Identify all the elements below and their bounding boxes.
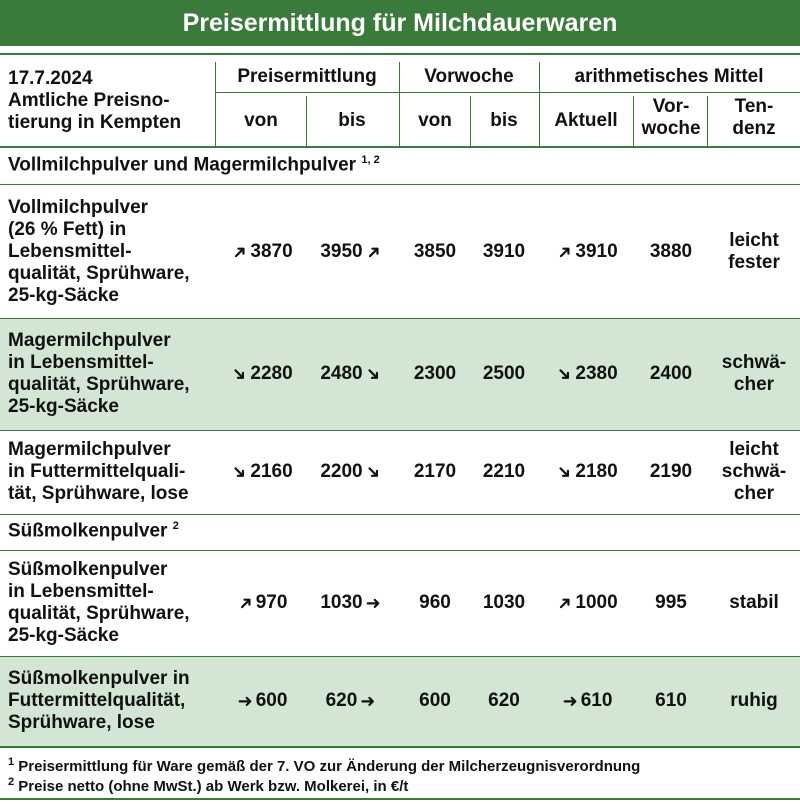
trend-down-arrow-icon: ➜ bbox=[552, 459, 578, 485]
row-description-line: (26 % Fett) in bbox=[8, 219, 127, 240]
row-description-line: qualität, Sprühware, bbox=[8, 263, 190, 284]
cell-vw_bis bbox=[470, 658, 538, 744]
cell-vw_von bbox=[400, 552, 470, 654]
rule-row bbox=[0, 656, 800, 657]
cell-value: 1030 bbox=[482, 592, 526, 613]
trend-flat-arrow-icon: ➜ bbox=[360, 691, 376, 711]
footnote-number: 1 bbox=[8, 756, 15, 768]
cell-aktuell bbox=[540, 188, 632, 316]
header-vorwoche-col-1: Vor- bbox=[652, 96, 690, 117]
row-description-line: 25-kg-Säcke bbox=[8, 396, 119, 417]
section-title-milk bbox=[8, 154, 380, 176]
page-title: Preisermittlung für Milchdauerwaren bbox=[0, 0, 800, 46]
rule-top bbox=[0, 53, 800, 55]
rule-group bbox=[216, 92, 800, 93]
cell-value: 3850 bbox=[413, 241, 457, 262]
cell-value: 2160 bbox=[250, 461, 293, 482]
tendenz-line: fester bbox=[728, 252, 780, 273]
trend-flat-arrow-icon: ➜ bbox=[237, 691, 253, 711]
section-title-text: Vollmilchpulver und Magermilchpulver bbox=[8, 154, 357, 176]
cell-value: 3910 bbox=[482, 241, 526, 262]
header-tendenz-1: Ten- bbox=[734, 96, 774, 117]
cell-tendenz bbox=[708, 432, 800, 512]
cell-value: 2190 bbox=[649, 461, 693, 482]
header-bis: bis bbox=[338, 110, 366, 131]
cell-vw_bis bbox=[470, 188, 538, 316]
cell-value: 2380 bbox=[575, 363, 618, 384]
cell-value: 2170 bbox=[413, 461, 457, 482]
header-von: von bbox=[244, 110, 278, 131]
cell-vw_von bbox=[400, 658, 470, 744]
cell-tendenz bbox=[708, 552, 800, 654]
divider bbox=[470, 96, 471, 146]
section-title-text: Süßmolkenpulver bbox=[8, 520, 168, 542]
row-description-line: 25-kg-Säcke bbox=[8, 285, 119, 306]
row-description bbox=[8, 668, 190, 734]
cell-von bbox=[216, 432, 306, 512]
tendenz-line: cher bbox=[733, 374, 775, 395]
row-description-line: Magermilchpulver bbox=[8, 330, 171, 351]
cell-vw_bis bbox=[470, 432, 538, 512]
section-footnote-ref: 1, 2 bbox=[361, 154, 380, 166]
cell-value: 1000 bbox=[575, 592, 618, 613]
row-description bbox=[8, 197, 190, 307]
cell-value: 970 bbox=[255, 592, 288, 613]
header-tendenz-2: denz bbox=[732, 118, 776, 139]
trend-up-arrow-icon: ➜ bbox=[360, 239, 386, 265]
footnote-text: Preise netto (ohne MwSt.) ab Werk bzw. Molkerei, in €/t bbox=[18, 778, 409, 795]
cell-value: 2210 bbox=[482, 461, 526, 482]
row-description-line: Sprühware, lose bbox=[8, 712, 155, 733]
divider bbox=[306, 96, 307, 146]
cell-von bbox=[216, 552, 306, 654]
header-group-mittel: arithmetisches Mittel bbox=[574, 66, 764, 87]
trend-down-arrow-icon: ➜ bbox=[227, 361, 253, 387]
row-description-line: in Futtermittelquali- bbox=[8, 461, 186, 482]
row-description-line: in Lebensmittel- bbox=[8, 581, 154, 602]
cell-aktuell bbox=[540, 320, 632, 428]
header-vw-von: von bbox=[418, 110, 452, 131]
cell-value: 960 bbox=[419, 592, 451, 613]
row-description-line: Vollmilchpulver bbox=[8, 197, 149, 218]
header-note-2: tierung in Kempten bbox=[8, 112, 182, 133]
cell-vorwoche bbox=[634, 552, 708, 654]
trend-up-arrow-icon: ➜ bbox=[552, 590, 578, 616]
cell-value: 600 bbox=[419, 690, 451, 711]
trend-flat-arrow-icon: ➜ bbox=[365, 593, 381, 613]
rule-row bbox=[0, 514, 800, 515]
cell-value: 995 bbox=[655, 592, 687, 613]
cell-vw_von bbox=[400, 320, 470, 428]
rule-row bbox=[0, 318, 800, 319]
row-description bbox=[8, 439, 189, 505]
footnote-number: 2 bbox=[8, 776, 15, 788]
tendenz-line: leicht bbox=[729, 230, 779, 251]
header-aktuell: Aktuell bbox=[554, 110, 618, 131]
row-description-line: Magermilchpulver bbox=[8, 439, 171, 460]
rule-row bbox=[0, 550, 800, 551]
tendenz-line: schwä- bbox=[721, 352, 787, 373]
cell-value: 3870 bbox=[250, 241, 293, 262]
trend-down-arrow-icon: ➜ bbox=[360, 361, 386, 387]
cell-tendenz bbox=[708, 320, 800, 428]
trend-down-arrow-icon: ➜ bbox=[552, 361, 578, 387]
cell-vorwoche bbox=[634, 188, 708, 316]
tendenz-line: stabil bbox=[729, 592, 779, 613]
tendenz-line: ruhig bbox=[730, 690, 778, 711]
footnote-text: Preisermittlung für Ware gemäß der 7. VO zur Änderung der Milcherzeugnisverordnung bbox=[18, 758, 641, 775]
cell-value: 2180 bbox=[575, 461, 618, 482]
cell-value: 600 bbox=[255, 690, 288, 711]
rule-header-bottom bbox=[0, 146, 800, 148]
row-description-line: in Lebensmittel- bbox=[8, 352, 154, 373]
rule-row bbox=[0, 184, 800, 185]
row-description-line: qualität, Sprühware, bbox=[8, 374, 190, 395]
header-group-vorwoche: Vorwoche bbox=[424, 66, 514, 87]
cell-aktuell bbox=[540, 658, 632, 744]
row-description bbox=[8, 559, 190, 647]
rule-body-bottom bbox=[0, 746, 800, 748]
section-title-whey bbox=[8, 520, 179, 542]
cell-bis bbox=[306, 320, 398, 428]
row-description-line: 25-kg-Säcke bbox=[8, 625, 119, 646]
cell-bis bbox=[306, 552, 398, 654]
cell-tendenz bbox=[708, 658, 800, 744]
cell-vorwoche bbox=[634, 320, 708, 428]
rule-bottom bbox=[0, 798, 800, 800]
cell-vw_von bbox=[400, 188, 470, 316]
header-vw-bis: bis bbox=[490, 110, 518, 131]
cell-vw_von bbox=[400, 432, 470, 512]
divider bbox=[399, 62, 400, 146]
header-date: 17.7.2024 bbox=[8, 68, 93, 89]
divider bbox=[539, 62, 540, 146]
header-group-preisermittlung: Preisermittlung bbox=[237, 66, 377, 87]
cell-value: 2400 bbox=[649, 363, 693, 384]
header-vorwoche-col-2: woche bbox=[641, 118, 701, 139]
cell-tendenz bbox=[708, 188, 800, 316]
cell-value: 2200 bbox=[320, 461, 363, 482]
trend-up-arrow-icon: ➜ bbox=[227, 239, 253, 265]
cell-vw_bis bbox=[470, 552, 538, 654]
row-description bbox=[8, 330, 190, 418]
cell-value: 2280 bbox=[250, 363, 293, 384]
cell-value: 620 bbox=[325, 690, 358, 711]
cell-vorwoche bbox=[634, 658, 708, 744]
cell-bis bbox=[306, 658, 398, 744]
cell-value: 620 bbox=[488, 690, 520, 711]
cell-value: 2300 bbox=[413, 363, 457, 384]
cell-von bbox=[216, 320, 306, 428]
cell-value: 2480 bbox=[320, 363, 363, 384]
tendenz-line: cher bbox=[733, 483, 775, 504]
cell-bis bbox=[306, 432, 398, 512]
section-footnote-ref: 2 bbox=[172, 520, 179, 532]
cell-value: 3910 bbox=[575, 241, 618, 262]
cell-value: 610 bbox=[655, 690, 687, 711]
rule-row bbox=[0, 430, 800, 431]
footnote-2 bbox=[8, 772, 408, 797]
row-description-line: tät, Sprühware, lose bbox=[8, 483, 189, 504]
row-description-line: Futtermittelqualität, bbox=[8, 690, 186, 711]
trend-up-arrow-icon: ➜ bbox=[232, 590, 258, 616]
divider bbox=[707, 96, 708, 146]
row-description-line: qualität, Sprühware, bbox=[8, 603, 190, 624]
row-description-line: Lebensmittel- bbox=[8, 241, 132, 262]
cell-bis bbox=[306, 188, 398, 316]
trend-down-arrow-icon: ➜ bbox=[360, 459, 386, 485]
cell-vorwoche bbox=[634, 432, 708, 512]
cell-vw_bis bbox=[470, 320, 538, 428]
cell-von bbox=[216, 658, 306, 744]
cell-aktuell bbox=[540, 432, 632, 512]
header-note-1: Amtliche Preisno- bbox=[8, 90, 170, 111]
cell-value: 3950 bbox=[320, 241, 363, 262]
cell-value: 610 bbox=[580, 690, 613, 711]
cell-value: 3880 bbox=[649, 241, 693, 262]
cell-von bbox=[216, 188, 306, 316]
cell-value: 1030 bbox=[320, 592, 363, 613]
tendenz-line: leicht bbox=[729, 439, 779, 460]
trend-flat-arrow-icon: ➜ bbox=[562, 691, 578, 711]
tendenz-line: schwä- bbox=[721, 461, 787, 482]
trend-down-arrow-icon: ➜ bbox=[227, 459, 253, 485]
trend-up-arrow-icon: ➜ bbox=[552, 239, 578, 265]
divider bbox=[633, 96, 634, 146]
divider bbox=[215, 62, 216, 146]
row-description-line: Süßmolkenpulver bbox=[8, 559, 168, 580]
row-description-line: Süßmolkenpulver in bbox=[8, 668, 190, 689]
cell-aktuell bbox=[540, 552, 632, 654]
cell-value: 2500 bbox=[482, 363, 526, 384]
